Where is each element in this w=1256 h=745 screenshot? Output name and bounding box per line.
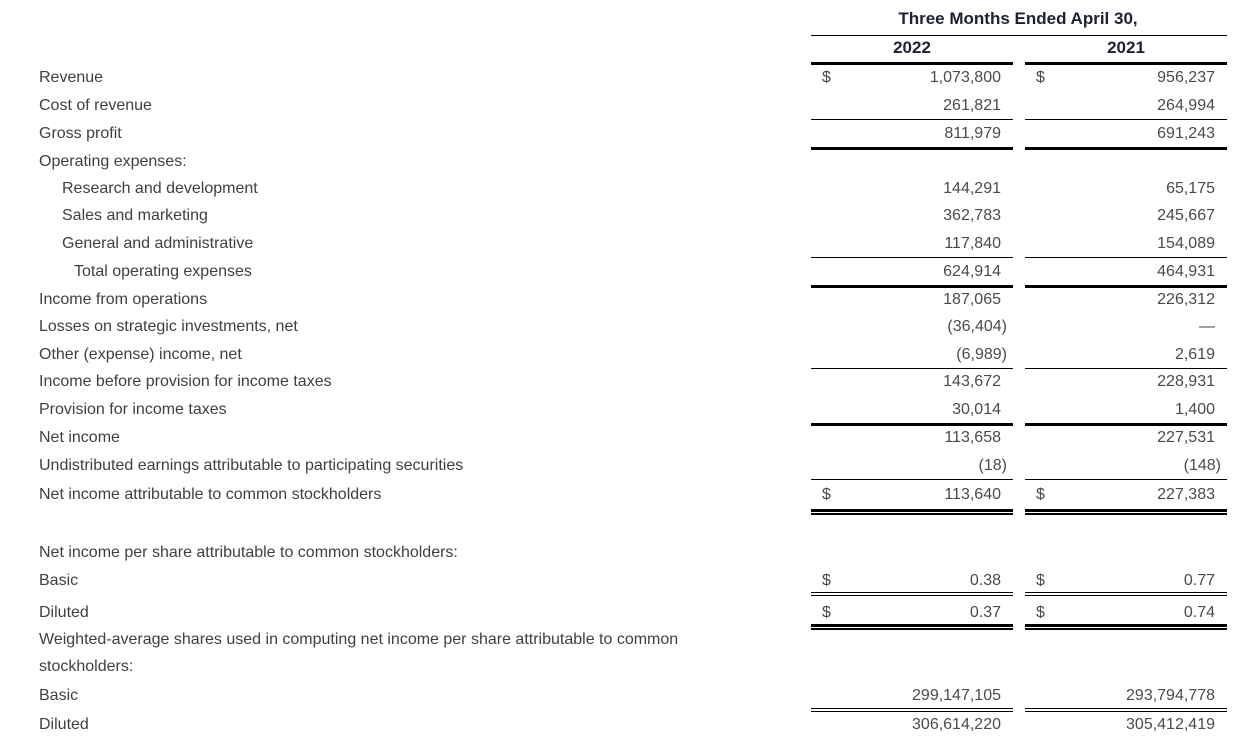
value-cell-2022 [811,317,1013,341]
value-cell-2021 [1025,428,1227,452]
value-cell-2022 [811,262,1013,286]
value: 956,237 [1157,69,1215,86]
row-label: Other (expense) income, net [39,346,242,363]
underline-rule [1025,708,1227,712]
row-label: Total operating expenses [74,263,252,280]
value: 299,147,105 [912,687,1001,704]
year-rule-2021 [1025,62,1227,65]
value-cell-2021 [1025,485,1227,509]
row-label: Sales and marketing [62,207,208,224]
row-label: Net income [39,429,120,446]
value-cell-2021 [1025,124,1227,148]
value-cell-2021 [1025,400,1227,424]
value: 0.38 [969,572,1001,589]
value: 113,640 [944,486,1001,503]
value-cell-2022 [811,428,1013,452]
underline-rule [811,479,1013,480]
value-cell-2022 [811,485,1013,509]
table-row [0,428,1256,452]
underline-rule [1025,368,1227,369]
table-row [0,543,1256,567]
table-row [0,372,1256,396]
value: 2,619 [1174,346,1215,363]
underline-rule [1025,119,1227,120]
value-cell-2022 [811,543,1013,567]
table-row [0,400,1256,424]
value: 305,412,419 [1126,716,1215,733]
value-cell-2022 [811,715,1013,739]
value-cell-2021 [1025,686,1227,710]
value: 143,672 [943,373,1001,390]
table-row [0,657,1256,681]
currency-symbol: $ [1036,486,1045,503]
value-cell-2021 [1025,543,1227,567]
value-cell-2021 [1025,68,1227,92]
value-cell-2021 [1025,715,1227,739]
value-cell-2022 [811,290,1013,314]
value-cell-2022 [811,657,1013,681]
table-row [0,124,1256,148]
row-label: stockholders: [39,658,134,675]
value: 154,089 [1157,235,1215,252]
value: (36,404) [947,318,1007,335]
value-cell-2021 [1025,290,1227,314]
value: 306,614,220 [912,716,1001,733]
value-cell-2022 [811,372,1013,396]
row-label: Income before provision for income taxes [39,373,332,390]
value-cell-2022 [811,152,1013,176]
row-label: Basic [39,687,79,704]
underline-rule [1025,423,1227,426]
table-row [0,715,1256,739]
value-cell-2021 [1025,345,1227,369]
year-header-2022: 2022 [893,38,931,57]
table-row [0,96,1256,120]
row-label: Gross profit [39,125,122,142]
table-row [0,630,1256,654]
table-row [0,485,1256,509]
value: 227,383 [1157,486,1215,503]
row-label: Operating expenses: [39,153,187,170]
value-cell-2021 [1025,657,1227,681]
value-cell-2022 [811,96,1013,120]
row-label: Provision for income taxes [39,401,227,418]
value-cell-2022 [811,179,1013,203]
underline-rule [811,285,1013,288]
value: (6,989) [956,346,1007,363]
value-cell-2021 [1025,206,1227,230]
underline-rule [1025,592,1227,596]
table-row [0,345,1256,369]
row-label: Revenue [39,69,104,86]
currency-symbol: $ [822,604,831,621]
underline-rule [1025,624,1227,630]
underline-rule [811,119,1013,120]
currency-symbol: $ [1036,69,1045,86]
table-row [0,68,1256,92]
value: 293,794,778 [1126,687,1215,704]
table-row [0,179,1256,203]
value-cell-2021 [1025,179,1227,203]
header-rule [811,35,1227,36]
underline-rule [811,592,1013,596]
row-label: Diluted [39,604,89,621]
value-cell-2021 [1025,96,1227,120]
value: 187,065 [943,291,1001,308]
table-row [0,234,1256,258]
year-rule-2022 [811,62,1013,65]
value-cell-2022 [811,234,1013,258]
value: 144,291 [943,180,1001,197]
row-label: Basic [39,572,79,589]
value-cell-2022 [811,345,1013,369]
table-row [0,456,1256,480]
value: 464,931 [1157,263,1215,280]
value-cell-2021 [1025,630,1227,654]
row-label: Weighted-average shares used in computing net income per share attributable to common [39,631,679,648]
value: 0.37 [969,604,1001,621]
value: 261,821 [943,97,1001,114]
value: 117,840 [944,235,1001,252]
value: — [1199,318,1215,335]
row-label: Income from operations [39,291,208,308]
row-label: Losses on strategic investments, net [39,318,298,335]
underline-rule [811,147,1013,150]
value: 691,243 [1157,125,1215,142]
value-cell-2021 [1025,456,1227,480]
value: 264,994 [1157,97,1215,114]
table-row [0,290,1256,314]
table-row [0,152,1256,176]
value-cell-2021 [1025,234,1227,258]
underline-rule [1025,147,1227,150]
value: 227,531 [1157,429,1215,446]
value-cell-2022 [811,206,1013,230]
value-cell-2022 [811,68,1013,92]
row-label: Research and development [62,180,258,197]
underline-rule [1025,509,1227,515]
value-cell-2022 [811,630,1013,654]
value-cell-2021 [1025,372,1227,396]
row-label: Net income attributable to common stockholders [39,486,382,503]
value-cell-2022 [811,400,1013,424]
value: 624,914 [943,263,1001,280]
value: 226,312 [1157,291,1215,308]
value: 1,073,800 [929,69,1001,86]
table-row [0,206,1256,230]
value: 228,931 [1157,373,1215,390]
value: (18) [978,457,1007,474]
year-header-2021: 2021 [1107,38,1145,57]
value: 245,667 [1157,207,1215,224]
value-cell-2022 [811,686,1013,710]
currency-symbol: $ [822,486,831,503]
value: 30,014 [952,401,1001,418]
row-label: Diluted [39,716,89,733]
row-label: Undistributed earnings attributable to participating securities [39,457,464,474]
underline-rule [1025,479,1227,480]
underline-rule [811,423,1013,426]
value-cell-2021 [1025,152,1227,176]
table-row [0,262,1256,286]
underline-rule [1025,257,1227,258]
value-cell-2022 [811,456,1013,480]
value: 0.74 [1183,604,1215,621]
underline-rule [811,257,1013,258]
underline-rule [811,624,1013,630]
value: 811,979 [944,125,1001,142]
currency-symbol: $ [822,572,831,589]
value: 113,658 [944,429,1001,446]
row-label: Cost of revenue [39,97,152,114]
currency-symbol: $ [1036,604,1045,621]
value: 1,400 [1174,401,1215,418]
underline-rule [811,368,1013,369]
row-label: Net income per share attributable to common stockholders: [39,544,458,561]
value-cell-2022 [811,124,1013,148]
underline-rule [1025,285,1227,288]
value: 65,175 [1166,180,1215,197]
table-row [0,317,1256,341]
table-row [0,686,1256,710]
value-cell-2021 [1025,262,1227,286]
value: 362,783 [943,207,1001,224]
row-label: General and administrative [62,235,254,252]
currency-symbol: $ [1036,572,1045,589]
underline-rule [811,708,1013,712]
value: (148) [1183,457,1221,474]
value: 0.77 [1183,572,1215,589]
period-title: Three Months Ended April 30, [898,9,1138,28]
underline-rule [811,509,1013,515]
currency-symbol: $ [822,69,831,86]
value-cell-2021 [1025,317,1227,341]
